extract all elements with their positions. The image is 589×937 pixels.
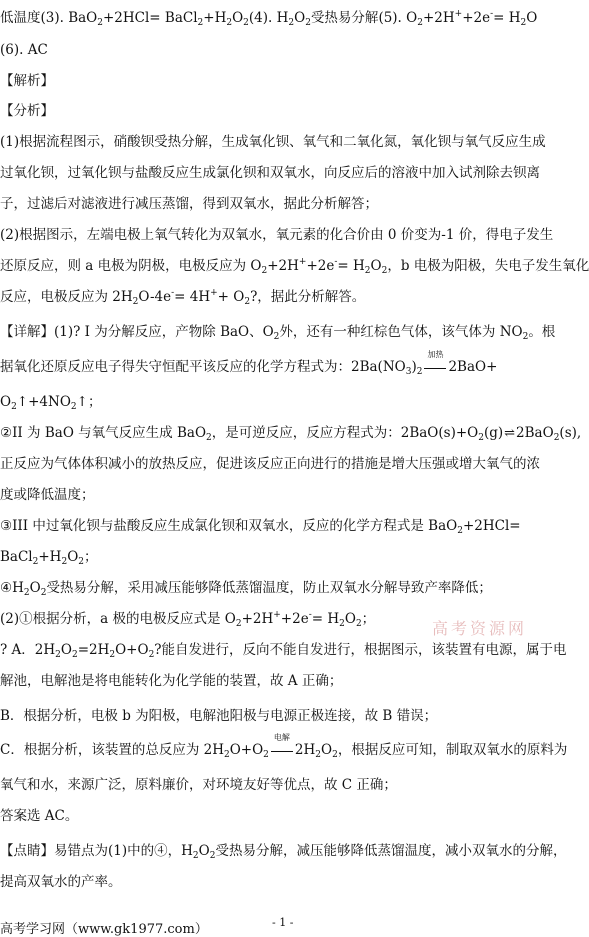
page-number: - 1 - [272,916,294,929]
detail-line-13: B．根据分析，电极 b 为阳极，电解池阳极与电源正极连接，故 B 错误； [0,708,438,724]
tip-line-2: 提高双氧水的产率。 [0,874,122,890]
answer-line-2: (6). AC [0,42,48,58]
analysis-line-4: (2)根据图示，左端电极上氧气转化为双氧水，氧元素的化合价由 0 价变为-1 价，得电子发生 [0,227,554,243]
analysis-line-1: (1)根据流程图示，硝酸钡受热分解，生成氧化钡、氧气和二氧化氮，氧化钡与氧气反应生成 [0,134,546,150]
detail-line-1: 【详解】(1)? I 为分解反应，产物除 BaO、$O_2$外，还有一种红棕色气体，该气体为 $NO_2$。根 [0,324,556,342]
analysis-line-5: 还原反应，则 a 电极为阴极，电极反应为 $O_2+2H^++2e^-= H_2O_2$，b 电极为阳极，失电子发生氧化 [0,257,589,276]
detail-line-4: ②II 为 BaO 与氧气反应生成 BaO$_2$，是可逆反应，反应方程式为：$2BaO(s)+O_2(g)\rightleftharpoons 2BaO_2(s)$, [0,425,582,443]
section-heading-fenxi: 【分析】 [0,103,54,119]
watermark: 高考资源网 [432,619,528,638]
detail-line-6: 度或降低温度； [0,487,95,503]
reversible-arrow-icon: ⇌ [504,426,516,441]
analysis-line-2: 过氧化钡，过氧化钡与盐酸反应生成氯化钡和双氧水，向反应后的溶液中加入试剂除去钡离 [0,165,540,181]
tip-line-1: 【点睛】易错点为(1)中的④，$H_2O_2$受热易分解，减压能够降低蒸馏温度，减小双氧水的分解， [0,843,567,861]
answer-line-1: 低温度(3). $BaO_2+2HCl= BaCl_2+H_2O_2(4)$. $H_2O_2$受热易分解(5). $O_2+2H^++2e^-= H_2O$ [0,9,538,28]
analysis-line-3: 子，过滤后对滤液进行减压蒸馏，得到双氧水，据此分析解答； [0,196,378,212]
detail-line-10: (2)①根据分析，a 极的电极反应式是 $O_2+2H^++2e^-= H_2O_2$； [0,610,376,629]
detail-line-9: $④H_2O_2$受热易分解，采用减压能够降低蒸馏温度，防止双氧水分解导致产率降低； [0,580,492,598]
analysis-line-6: 反应，电极反应为 $2H_2O-4e^-= 4H^++ O_2$?，据此分析解答。 [0,288,366,307]
detail-line-5: 正反应为气体体积减小的放热反应，促进该反应正向进行的措施是增大压强或增大氧气的浓 [0,456,540,472]
detail-line-7: ③III 中过氧化钡与盐酸反应生成氯化钡和双氧水，反应的化学方程式是 BaO$_2$+2HCl= [0,518,521,536]
detail-line-11: ? A．$2H_2O_2=2H_2O+O_2$?能自发进行，反向不能自发进行，根据图示，该装置有电源，属于电 [0,642,567,660]
detail-line-12: 解池，电解池是将电能转化为化学能的装置，故 A 正确； [0,673,343,689]
footer-site: 高考学习网（www.gk1977.com） [0,922,208,937]
detail-line-3: $O_2↑+4NO_2↑$； [0,394,102,412]
detail-line-8: $BaCl_2+H_2O_2$； [0,549,98,567]
detail-line-15: 氧气和水，来源广泛，原料廉价，对环境友好等优点，故 C 正确； [0,777,397,793]
electrolysis-condition-arrow: 电解 [271,742,293,758]
section-heading-jiexi: 【解析】 [0,73,54,89]
heating-condition-arrow: 加热 [424,359,446,375]
detail-line-2: 据氧化还原反应电子得失守恒配平该反应的化学方程式为：$2Ba(NO_3)_2$ 加热 2BaO+ [0,350,498,377]
detail-line-16: 答案选 AC。 [0,808,79,824]
detail-line-14: C．根据分析，该装置的总反应为 $2H_2O+O_2$ 电解 $2H_2O_2$，根据反应可知，制取双氧水的原料为 [0,733,568,760]
